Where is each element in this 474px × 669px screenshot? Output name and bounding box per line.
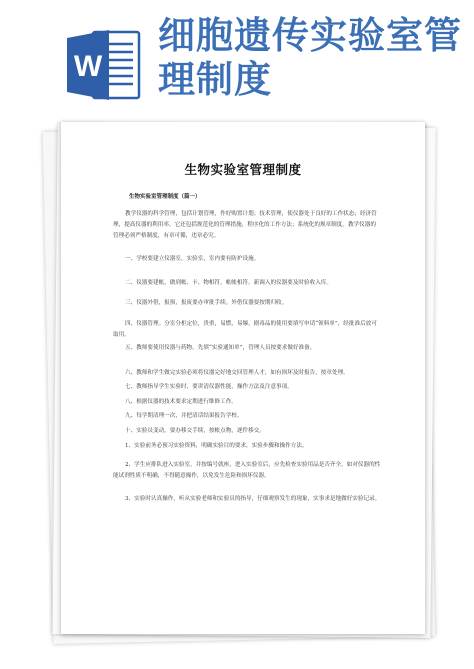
document-title: 生物实验室管理制度: [184, 162, 302, 177]
paragraph: 七、教师指导学生实验时，要讲清仪器性能，操作方法及注意事项。: [125, 384, 293, 390]
logo-letter: W: [73, 50, 103, 83]
document-subtitle: 生物实验室管理制度（篇一）: [129, 194, 201, 200]
paragraph: 八、根据仪器的技术要求定期进行维修工作。: [125, 399, 237, 405]
paragraph: 教学仪器的科学管理，包括计划管理，作好购置计划；技术管理，使仪器处于良好的工作状态；经济管理，提高仪器的利用率。它还包括规范化的管理措施，程序化的工作方法；系统化的规章制度。教学仪器的管理必须严格制度，有章可循，违章必究。: [113, 211, 377, 239]
paragraph: 九、每学期清理一次，并把清话结果报告学校。: [125, 413, 243, 419]
paragraph: 一、学校要建立仪器室，实验室，室内要有防护设施。: [125, 256, 260, 262]
paragraph: 三、仪器外借，报损，报废要办审批手续。外借仪器要按期归收。: [125, 300, 288, 306]
paragraph: 五、教师要使用仪器与药物，先填“实验通知单”，管理人员按要求做好准备。: [125, 345, 316, 351]
paragraph: 十、实验员变动，要办移交手续，按帐点物，逐件移交。: [125, 428, 265, 434]
paragraph: 3、实验时认真操作，听从实验老师和实验员的指导，仔细观察发生的现象，实事求是地做好实验记录。: [125, 496, 381, 502]
paragraph: 四、仪器管理。分室分柜定位，贵重，易燃，易爆，剧毒品的使用要填写申请“领料单”，经批准后放可取用。: [113, 321, 377, 338]
banner-title-line1: 细胞遗传实验室管: [158, 14, 462, 57]
word-document-icon: [65, 26, 141, 104]
paragraph: 二、仪器要建帐，做到帐、卡、物相符，帐帐相符。新调入的仪器要及时验收入库。: [125, 280, 332, 286]
paragraph: 1、实验前务必预习实验资料，明确实验目的要求，实验步骤和操作方法。: [125, 443, 308, 449]
banner-title-line2: 理制度: [158, 58, 272, 101]
document-page: [61, 122, 425, 634]
paragraph: 六、教师和学生做完实验必须将仪器完好地交回管理人才，如有损坏及时报告，按章处理。: [125, 370, 349, 376]
paragraph: 2、学生应排队进入实验室，并按编号就座，进入实验室后，应先检查实验用品是否齐全，如对仪器的性能试剂性质不明确，不得随意操作，以免发生危险和损坏仪器。: [113, 462, 381, 479]
banner-title: [158, 14, 462, 102]
